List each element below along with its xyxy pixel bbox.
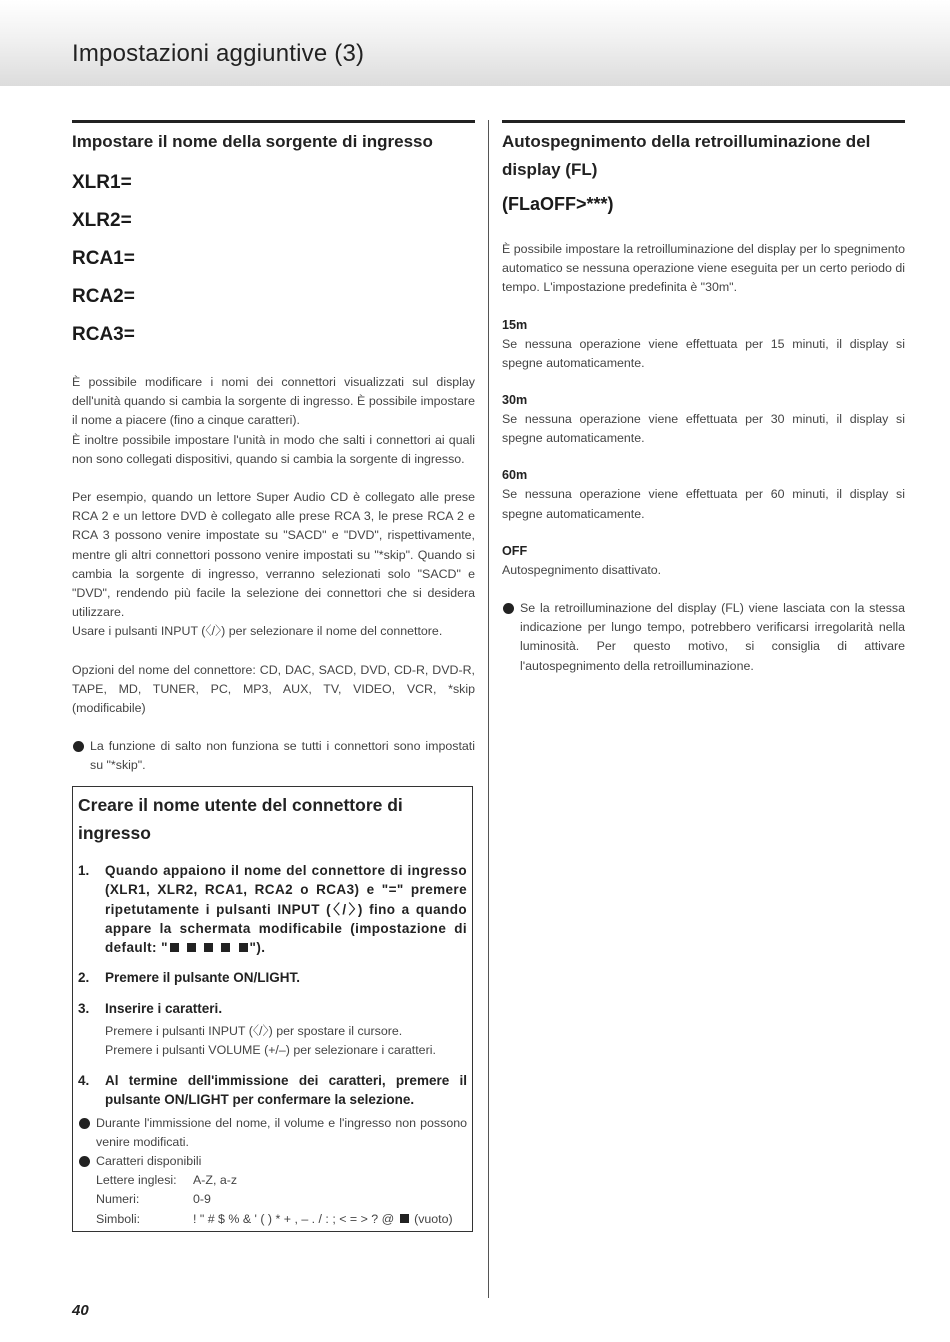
- page-header: [0, 0, 950, 86]
- connector-codes: [72, 164, 475, 354]
- section-rule: [502, 120, 905, 123]
- bullet-icon: [79, 1118, 90, 1129]
- paragraph-intro: È possibile impostare la retroilluminazione del display per lo spegnimento automatico se nessuna operazione viene eseguita per un certo periodo di tempo. L'impostazione predefinita è "30m".: [502, 242, 905, 295]
- block-icon: [204, 943, 213, 952]
- char-value: 0-9: [193, 1192, 211, 1207]
- block-icon: [239, 943, 248, 952]
- block-icon: [187, 943, 196, 952]
- block-icon: [400, 1214, 409, 1223]
- step-subtext-line: Premere i pulsanti INPUT (〈/〉) per spostare il cursore.: [105, 1024, 403, 1039]
- step-2: [78, 968, 467, 987]
- code-rca2: RCA2=: [72, 286, 135, 307]
- char-label: Lettere inglesi:: [96, 1173, 177, 1188]
- paragraph: È possibile modificare i nomi dei connettori visualizzati sul display dell'unità quando si cambia la sorgente di ingresso. È possibile impostare il nome a piacere (fino a cinque caratteri).: [72, 375, 475, 428]
- block-icon: [221, 943, 230, 952]
- step-4: [78, 1071, 467, 1110]
- paragraph-options: Opzioni del nome del connettore: CD, DAC, SACD, DVD, CD-R, DVD-R, TAPE, MD, TUNER, PC, MP3, AUX, TV, VIDEO, VCR, *skip (modificabile): [72, 662, 475, 716]
- step-number: 3.: [78, 1000, 90, 1016]
- block-icon: [170, 943, 179, 952]
- section-title-auto-off: Autospegnimento della retroilluminazione del display (FL): [502, 132, 871, 179]
- option-label-off: OFF: [502, 543, 528, 558]
- char-value: A-Z, a-z: [193, 1173, 238, 1188]
- option-text-60m: Se nessuna operazione viene effettuata per 60 minuti, il display si spegne automaticamente.: [502, 487, 905, 521]
- symbols-suffix: (vuoto): [414, 1211, 453, 1226]
- step-number: 1.: [78, 863, 90, 878]
- char-label: Numeri:: [96, 1192, 140, 1207]
- option-text-off: Autospegnimento disattivato.: [502, 562, 662, 577]
- column-divider: [488, 120, 489, 1298]
- char-row: [96, 1190, 467, 1209]
- available-characters: [78, 1171, 467, 1229]
- step-text-part: ").: [249, 940, 266, 956]
- bullet-icon: [79, 1156, 90, 1167]
- paragraph: Usare i pulsanti INPUT (〈/〉) per selezionare il nome del connettore.: [72, 624, 443, 639]
- paragraph: È inoltre possibile impostare l'unità in modo che salti i connettori ai quali non sono collegati dispositivi, quando si cambia la sorgente di ingresso.: [72, 432, 475, 466]
- code-rca3: RCA3=: [72, 324, 135, 345]
- step-subtext-line: Premere i pulsanti VOLUME (+/–) per selezionare i caratteri.: [105, 1043, 436, 1058]
- note-bullet: [78, 1114, 467, 1152]
- note-bullet: [72, 737, 475, 775]
- bullet-icon: [503, 603, 514, 614]
- symbols-text: ! " # $ % & ' ( ) * + , – . / : ; < = > ? @: [193, 1211, 395, 1226]
- code-xlr1: XLR1=: [72, 172, 132, 193]
- note-bullet: [78, 1152, 467, 1171]
- option-text-30m: Se nessuna operazione viene effettuata per 30 minuti, il display si spegne automaticamente.: [502, 412, 905, 446]
- right-column: [502, 120, 905, 676]
- procedure-title: Creare il nome utente del connettore di ingresso: [78, 795, 403, 843]
- note-text: Durante l'immissione del nome, il volume e l'ingresso non possono venire modificati.: [96, 1115, 467, 1149]
- paragraph: Per esempio, quando un lettore Super Audio CD è collegato alle prese RCA 2 e un lettore DVD è collegato alle prese RCA 3, le prese RCA 2 e RCA 3 possono venire impostate su "SACD" e "DVD", rispettivamente, mentre gli altri connettori possono venire impostati su "*skip". Quando si cambia la sorgente di ingresso, verranno selezionati solo "SACD" e "DVD", rendendo più facile la selezione dei connettori che si desidera utilizzare.: [72, 490, 475, 620]
- note-text: La funzione di salto non funziona se tutti i connettori sono impostati su "*skip".: [90, 739, 475, 773]
- step-3: [78, 999, 467, 1060]
- note-bullet: [502, 599, 905, 676]
- char-label: Simboli:: [96, 1211, 141, 1226]
- page-title: Impostazioni aggiuntive (3): [72, 40, 365, 67]
- page-number: 40: [72, 1302, 89, 1319]
- char-value: [193, 1210, 453, 1229]
- option-text-15m: Se nessuna operazione viene effettuata per 15 minuti, il display si spegne automaticamente.: [502, 336, 905, 370]
- bullet-icon: [73, 741, 84, 752]
- step-number: 2.: [78, 970, 90, 986]
- char-row: [96, 1210, 467, 1229]
- code-rca1: RCA1=: [72, 248, 135, 269]
- note-text: Se la retroilluminazione del display (FL) viene lasciata con la stessa indicazione per lungo tempo, potrebbero verificarsi irregolarità nella luminosità. Per questo motivo, si consiglia di attivare l'autospegnimento della retroilluminazione.: [520, 601, 905, 673]
- option-label-30m: 30m: [502, 393, 528, 408]
- step-text: Al termine dell'immissione dei caratteri, premere il pulsante ON/LIGHT per confermare la selezione.: [105, 1073, 467, 1108]
- procedure-box: [72, 786, 473, 1232]
- section-rule: [72, 120, 475, 123]
- left-column: [72, 120, 475, 776]
- note-text: Caratteri disponibili: [96, 1154, 202, 1169]
- char-row: [96, 1171, 467, 1190]
- step-1: [78, 861, 467, 957]
- section-title-input-name: Impostare il nome della sorgente di ingresso: [72, 132, 433, 151]
- step-text: Premere il pulsante ON/LIGHT.: [105, 970, 301, 986]
- code-flaoff: (FLaOFF>***): [502, 194, 614, 214]
- option-label-15m: 15m: [502, 317, 528, 332]
- step-subtext: [105, 1022, 467, 1060]
- step-text-part: Quando appaiono il nome del connettore di ingresso (XLR1, XLR2, RCA1, RCA2 o RCA3) e "=" premere ripetutamente i pulsanti INPUT (〈/〉) fino a quando appare la schermata modificabile (impostazione di default: ": [105, 863, 467, 956]
- step-text: [105, 861, 467, 957]
- option-label-60m: 60m: [502, 468, 528, 483]
- step-number: 4.: [78, 1073, 90, 1089]
- step-text: Inserire i caratteri.: [105, 1000, 223, 1016]
- code-xlr2: XLR2=: [72, 210, 132, 231]
